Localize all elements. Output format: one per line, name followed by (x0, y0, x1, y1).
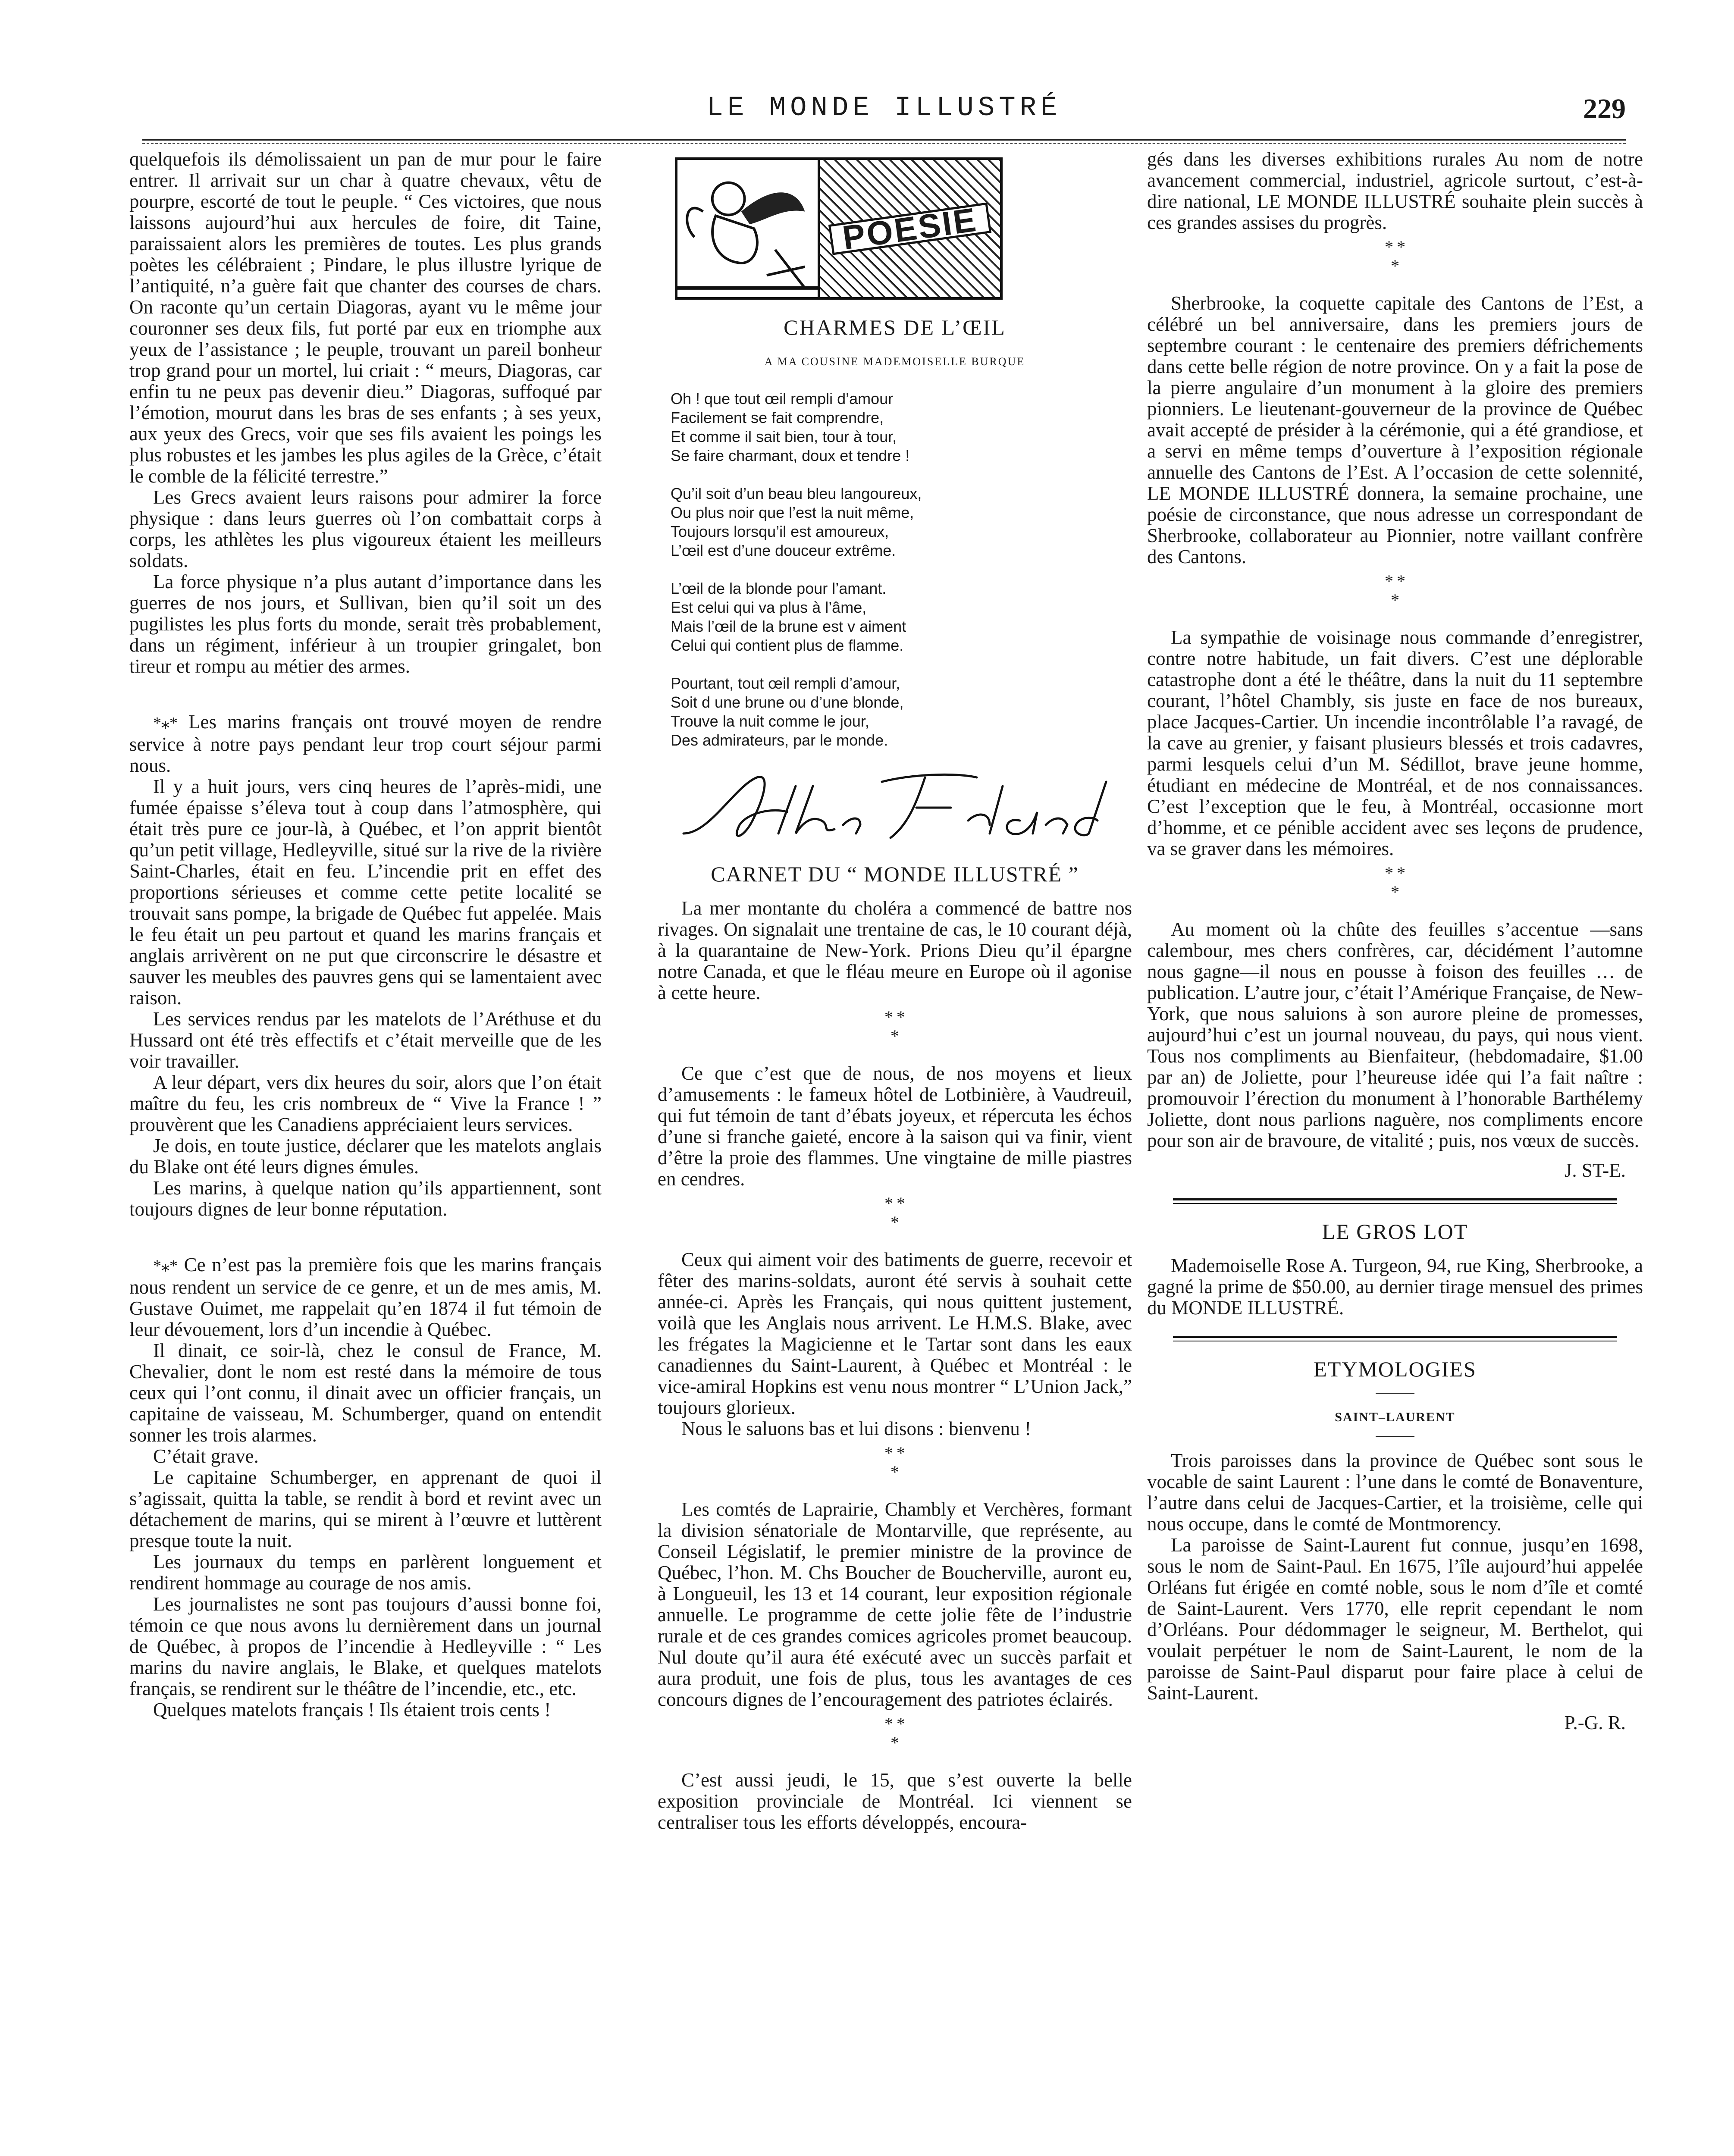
spacer (129, 677, 602, 711)
cherub-icon (677, 160, 818, 297)
section-divider (1173, 1198, 1617, 1204)
paragraph: Les comtés de Laprairie, Chambly et Verchères, formant la division sénatoriale de Montarville, que représente, au Conseil Législatif, le premier ministre de la province de Québec, l’hon. M. Chs Boucher de Boucherville, auront eu, à Longueuil, les 13 et 14 courant, leur exposition régionale annuelle. Le programme de cette jolie fête de l’industrie rurale et de ces grandes comices agricoles promet beaucoup. Nul doute qu’il aura été exécuté avec un succès parfait et aura produit, une fois de plus, tous les avantages de ces concours dignes de l’encouragement des patriotes éclairés. (658, 1498, 1132, 1710)
asterism-icon: * * * (884, 1007, 905, 1046)
paragraph: Je dois, en toute justice, déclarer que les matelots anglais du Blake ont été leurs dignes émules. (129, 1135, 602, 1178)
author-initials: J. ST-E. (1564, 1159, 1626, 1181)
poem-line: Toujours lorsqu’il est amoureux, (671, 523, 889, 540)
poem-line: Et comme il sait bien, tour à tour, (671, 428, 897, 445)
poem-line: Ou plus noir que l’est la nuit même, (671, 504, 914, 521)
poem-line: Est celui qui va plus à l’âme, (671, 599, 867, 616)
paragraph: La force physique n’a plus autant d’importance dans les guerres de nos jours, et Sullivan, bien qu’il soit un des pugilistes les plus forts du monde, serait très probablement, dans un régiment, inférieur à un troupier gringalet, bon tireur et rompu au métier des armes. (129, 571, 602, 677)
paragraph: La paroisse de Saint-Laurent fut connue, jusqu’en 1698, sous le nom de Saint-Paul. En 1675, l’île aujourd’hui appelée Orléans fut érigée en comté noble, sous le nom d’île et comté de Saint-Laurent. Vers 1770, elle reprit cependant le nom d’Orléans. Pour dédommager le seigneur, M. Berthelot, qui voulait perpétuer le nom de Saint-Laurent, le nom de la paroisse de Saint-Paul disparut pour faire place à celui de Saint-Laurent. (1147, 1534, 1643, 1704)
paragraph: Les Grecs avaient leurs raisons pour admirer la force physique : dans leurs guerres où l’on combattait corps à corps, les athlètes les plus vigoureux étaient les meilleurs soldats. (129, 486, 602, 571)
paragraph: Il dinait, ce soir-là, chez le consul de France, M. Chevalier, dont le nom est resté dans la mémoire de tous ceux qui l’ont connu, il dinait avec un officier français, un capitaine de vaisseau, M. Schumberger, quand on entendit sonner les trois alarmes. (129, 1340, 602, 1446)
paragraph: A leur départ, vers dix heures du soir, alors que l’on était maître du feu, les cris nombreux de “ Vive la France ! ” prouvèrent que les Canadiens appréciaient leurs services. (129, 1072, 602, 1135)
poem-dedication: A MA COUSINE MADEMOISELLE BURQUE (764, 355, 1025, 368)
paragraph: C’était grave. (153, 1445, 259, 1467)
paragraph: Les marins, à quelque nation qu’ils appartiennent, sont toujours dignes de leur bonne réputation. (129, 1177, 602, 1220)
poesie-sign (820, 160, 1000, 297)
paragraph: Ce que c’est que de nous, de nos moyens et lieux d’amusements : le fameux hôtel de Lotbinière, à Vaudreuil, qui fut témoin de tant d’ébats joyeux, et répercuta les échos d’une si franche gaieté, encore à la saison qui va finir, vient d’être la proie des flammes. Une vingtaine de mille piastres en cendres. (658, 1062, 1132, 1190)
header-rule (142, 139, 1626, 141)
asterism-icon: * * * (1384, 863, 1405, 902)
header-rule-dashed (142, 143, 1626, 144)
column-middle (658, 149, 1132, 1833)
poem-line: L’œil de la blonde pour l’amant. (671, 580, 887, 597)
gros-lot-heading: LE GROS LOT (1322, 1219, 1468, 1244)
spacer (129, 1220, 602, 1254)
paragraph: Sherbrooke, la coquette capitale des Cantons de l’Est, a célébré un bel anniversaire, dans les premiers jours de septembre courant : le centenaire des premiers défrichements dans cette belle région de notre province. On y a fait la pose de la pierre angulaire d’un monument à la gloire des premiers pionniers. Le lieutenant-gouverneur de la province de Québec avait accepté de présider à la cérémonie, qui a été grandiose, et a servi en même temps d’ouverture à l’exposition régionale annuelle des Cantons de l’Est. A l’occasion de cette solennité, LE MONDE ILLUSTRÉ donnera, la semaine prochaine, une poésie de circonstance, que nous adresse un correspondant de Sherbrooke, collaborateur au Pionnier, notre vaillant confrère des Cantons. (1147, 292, 1643, 567)
poem-line: Oh ! que tout œil rempli d’amour (671, 390, 894, 407)
poem-line: Trouve la nuit comme le jour, (671, 712, 869, 730)
paragraph: Il y a huit jours, vers cinq heures de l’après-midi, une fumée épaisse s’éleva tout à coup dans l’atmosphère, qui était très pure ce jour-là, à Québec, et l’on apprit bientôt qu’un petit village, Hedleyville, situé sur la rive de la rivière Saint-Charles, était en feu. L’incendie prit en effet des proportions sérieuses et comme cette petite localité se trouvait sans pompe, la brigade de Québec fut appelée. Mais le feu était un peu partout et quand les marins français et anglais arrivèrent on ne put que circonscrire le désastre et sauver les meubles des pauvres gens qui se lamentaient avec raison. (129, 776, 602, 1009)
page-number: 229 (1583, 93, 1626, 125)
stanza (671, 674, 1132, 750)
signature-leon-ledieu (224, 2139, 621, 2156)
asterism-icon: * * * (1384, 571, 1405, 610)
section-divider (1173, 1336, 1617, 1341)
paragraph: Au moment où la chûte des feuilles s’accentue —sans calembour, mes chers confrères, car, décidément l’automne nous gagne—il nous en pousse à foison des feuilles … de publication. L’autre jour, c’était l’Amérique Française, de New-York, que nous saluions à son aurore pleine de promesses, aujourd’hui c’est un journal nouveau, du pays, qui nous vient. Tous nos compliments au Bienfaiteur, (hebdomadaire, $1.00 par an) de Joliette, pour l’heureuse idée qui l’a fait naître : promouvoir l’érection du monument à l’honorable Barthélemy Joliette, dont nous parlions naguère, nos compliments encore pour son air de bravoure, de vitalité ; puis, nos vœux de succès. (1147, 918, 1643, 1151)
paragraph: La mer montante du choléra a commencé de battre nos rivages. On signalait une trentaine de cas, le 10 courant déjà, à la quarantaine de New-York. Prions Dieu qu’il épargne notre Canada, et que le fléau meure en Europe où il agonise à cette heure. (658, 897, 1132, 1003)
asterism-icon: * * * (1384, 237, 1405, 276)
paragraph: Mademoiselle Rose A. Turgeon, 94, rue King, Sherbrooke, a gagné la prime de $50.00, au dernier tirage mensuel des primes du MONDE ILLUSTRÉ. (1147, 1255, 1643, 1319)
paragraph: Les journaux du temps en parlèrent longuement et rendirent hommage au courage de nos amis. (129, 1551, 602, 1594)
author-initials: P.-G. R. (1564, 1712, 1626, 1733)
paragraph: La sympathie de voisinage nous commande d’enregistrer, contre notre habitude, un fait divers. C’est une déplorable catastrophe dont a été le théâtre, dans la nuit du 11 septembre courant, l’hôtel Chambly, sis juste en face de nos bureaux, place Jacques-Cartier. Un incendie incontrôlable l’a ravagé, de la cave au grenier, y faisant plusieurs blessés et trois cadavres, parmi lesquels celui d’un M. Sédillot, brave jeune homme, étudiant en médecine de Montréal, et de nos connaissances. C’est l’exception que le feu, à Montréal, occasionne mort d’homme, et ce pénible accident avec ses leçons de prudence, va se graver dans les mémoires. (1147, 627, 1643, 859)
stanza (671, 579, 1132, 655)
short-divider (1376, 1436, 1414, 1437)
paragraph: *⁎* Les marins français ont trouvé moyen de rendre service à notre pays pendant leur trop court séjour parmi nous. (129, 711, 602, 776)
poem-line: Pourtant, tout œil rempli d’amour, (671, 674, 900, 692)
poem-line: Se faire charmant, doux et tendre ! (671, 447, 910, 464)
poesie-label: POESIE (828, 202, 992, 255)
poem (671, 389, 1132, 750)
paragraph: Nous le saluons bas et lui disons : bienvenu ! (681, 1418, 1032, 1439)
paragraph: Les services rendus par les matelots de l’Aréthuse et du Hussard ont été très effectifs et c’était merveille que de les voir travailler. (129, 1008, 602, 1072)
poem-line: Mais l’œil de la brune est v aiment (671, 617, 906, 635)
stanza (671, 484, 1132, 560)
cherub-illustration (677, 160, 820, 297)
poem-title: CHARMES DE L’ŒIL (784, 315, 1006, 339)
poesie-banner (675, 157, 1003, 300)
newspaper-title: LE MONDE ILLUSTRÉ (706, 93, 1062, 124)
asterism-icon: *⁎* (153, 1257, 178, 1275)
asterism-icon: *⁎* (153, 714, 178, 732)
signature-albert-ferland (658, 769, 1132, 846)
handwritten-signature-icon (658, 769, 1132, 846)
paragraph: Les journalistes ne sont pas toujours d’aussi bonne foi, témoin ce que nous avons lu dernièrement dans un journal de Québec, à propos de l’incendie à Hedleyville : “ Les marins du navire anglais, le Blake, et quelques matelots français, se rendirent sur le théâtre de l’incendie, etc., etc. (129, 1593, 602, 1699)
paragraph: Ceux qui aiment voir des batiments de guerre, recevoir et fêter des marins-soldats, auront été servis à souhait cette année-ci. Après les Français, qui nous quittent justement, voilà que les Anglais nous arrivent. Le H.M.S. Blake, avec les frégates la Magicienne et le Tartar sont dans les eaux canadiennes du Saint-Laurent, à Québec et Montréal : le vice-amiral Hopkins est venu nous montrer “ L’Union Jack,” toujours glorieux. (658, 1249, 1132, 1418)
paragraph: Le capitaine Schumberger, en apprenant de quoi il s’agissait, quitta la table, se rendit à bord et revint avec un détachement de marins, qui se mirent à l’œuvre et luttèrent presque toute la nuit. (129, 1467, 602, 1551)
poem-line: Des admirateurs, par le monde. (671, 731, 888, 749)
poem-line: Soit d une brune ou d’une blonde, (671, 693, 904, 711)
handwritten-signature-icon (224, 2139, 621, 2156)
paragraph: C’est aussi jeudi, le 15, que s’est ouverte la belle exposition provinciale de Montréal. Ici viennent se centraliser tous les efforts développés, encoura- (658, 1769, 1132, 1833)
etymologies-subheading: SAINT–LAURENT (1335, 1410, 1455, 1424)
poem-line: Facilement se fait comprendre, (671, 409, 884, 426)
poem-line: Celui qui contient plus de flamme. (671, 636, 904, 654)
masthead (142, 93, 1626, 140)
paragraph: Trois paroisses dans la province de Québec sont sous le vocable de saint Laurent : l’une dans le comté de Bonaventure, l’autre dans celui de Jacques-Cartier, et la troisième, celle qui nous occupe, dans le comté de Montmorency. (1147, 1450, 1643, 1535)
asterism-icon: * * * (884, 1714, 905, 1752)
asterism-icon: * * * (884, 1443, 905, 1482)
column-right (1147, 149, 1643, 1751)
paragraph: *⁎* Ce n’est pas la première fois que les marins français nous rendent un service de ce genre, et un de mes amis, M. Gustave Ouimet, me rappelait qu’en 1874 il fut témoin de leur dévouement, lors d’un incendie à Québec. (129, 1254, 602, 1340)
stanza (671, 389, 1132, 465)
paragraph: quelquefois ils démolissaient un pan de mur pour le faire entrer. Il arrivait sur un char à quatre chevaux, vêtu de pourpre, escorté de tout le peuple. “ Ces victoires, que nous laissons aujourd’hui aux hercules de foire, dit Taine, paraissaient alors les premières de toutes. Les plus grands poètes les célébraient ; Pindare, le plus illustre lyrique de l’antiquité, n’a guère fait que chanter des courses de chars. On raconte qu’un certain Diagoras, ayant vu le même jour couronner ses deux fils, fut porté par eux en triomphe aux yeux de l’assistance ; le peuple, trouvant un pareil bonheur trop grand pour un mortel, lui criait : “ meurs, Diagoras, car enfin tu ne peux pas devenir dieu.” Diagoras, suffoqué par l’émotion, mourut dans les bras de ses enfants ; à ses yeux, aux yeux des Grecs, voir que ses fils avaient les poings les plus robustes et les jambes les plus agiles de la Grèce, c’était le comble de la félicité terrestre.” (129, 148, 602, 487)
poem-line: Qu’il soit d’un beau bleu langoureux, (671, 485, 922, 502)
carnet-heading: CARNET DU “ MONDE ILLUSTRÉ ” (711, 862, 1079, 886)
asterism-icon: * * * (884, 1194, 905, 1232)
poem-line: L’œil est d’une douceur extrême. (671, 542, 896, 559)
paragraph: gés dans les diverses exhibitions rurales Au nom de notre avancement commercial, industriel, agricole surtout, c’est-à-dire national, LE MONDE ILLUSTRÉ souhaite plein succès à ces grandes assises du progrès. (1147, 148, 1643, 233)
short-divider (1376, 1393, 1414, 1394)
column-left (129, 149, 602, 1720)
etymologies-heading: ETYMOLOGIES (1314, 1357, 1477, 1381)
paragraph: Quelques matelots français ! Ils étaient trois cents ! (153, 1699, 551, 1720)
